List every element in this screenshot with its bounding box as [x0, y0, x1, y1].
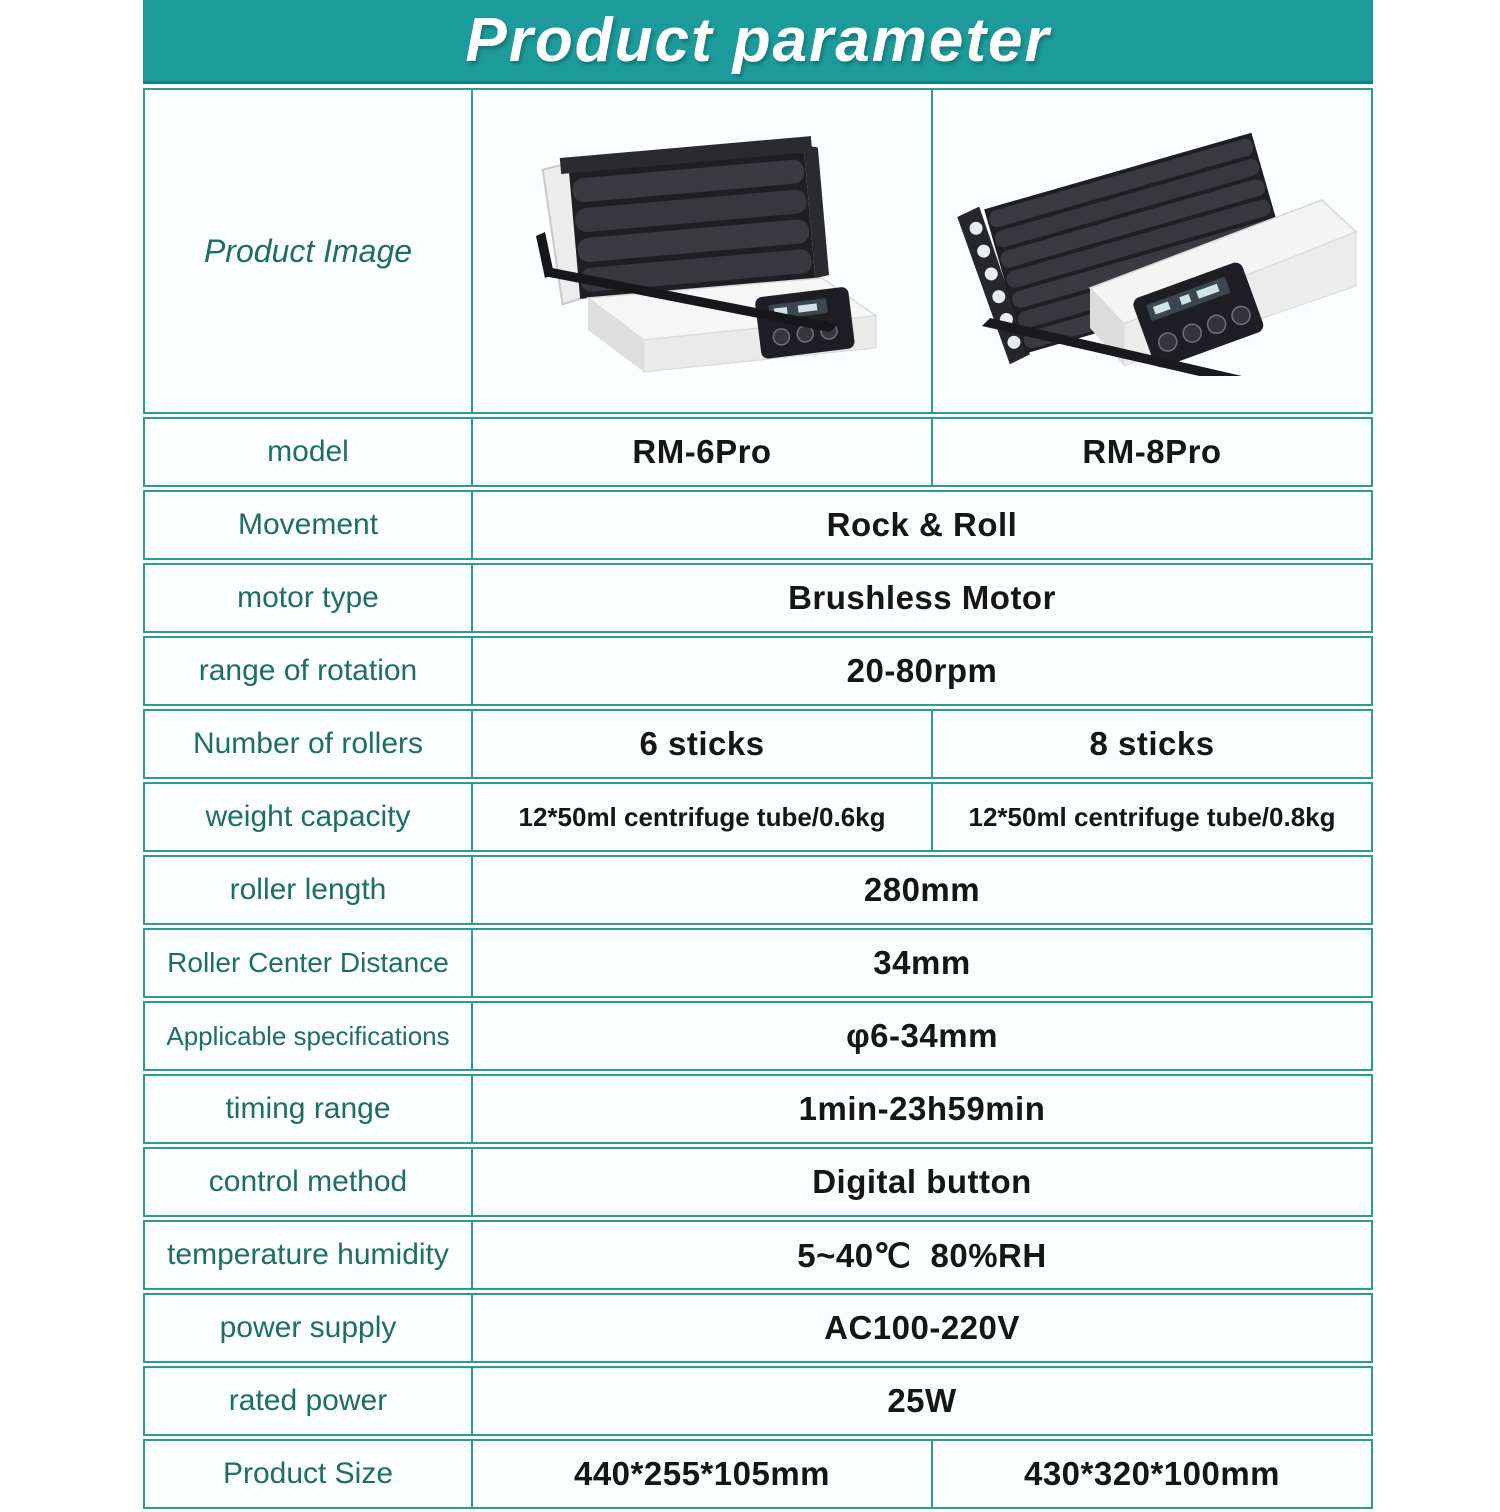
row-label-weight-capacity: weight capacity	[143, 782, 473, 852]
row-label-model: model	[143, 417, 473, 487]
row-label-product-image: Product Image	[143, 88, 473, 414]
table-row-weight-capacity	[143, 782, 1373, 852]
page-title: Product parameter	[465, 6, 1051, 75]
row-label-roller-length: roller length	[143, 855, 473, 925]
table-row-roller-center-distance	[143, 928, 1373, 998]
product-size-left: 440*255*105mm	[473, 1439, 933, 1509]
product-image-cell-rm6pro	[473, 88, 933, 414]
rated-power-value: 25W	[473, 1366, 1373, 1436]
rm-6pro-product-image	[492, 126, 912, 376]
row-label-roller-count: Number of rollers	[143, 709, 473, 779]
power-supply-value: AC100-220V	[473, 1293, 1373, 1363]
table-row-rotation-range	[143, 636, 1373, 706]
movement-value: Rock & Roll	[473, 490, 1373, 560]
row-label-control-method: control method	[143, 1147, 473, 1217]
model-value-right: RM-8Pro	[933, 417, 1373, 487]
table-row-control-method	[143, 1147, 1373, 1217]
table-row-model	[143, 417, 1373, 487]
row-label-roller-center-distance: Roller Center Distance	[143, 928, 473, 998]
control-method-value: Digital button	[473, 1147, 1373, 1217]
table-row-timing-range	[143, 1074, 1373, 1144]
roller-count-right: 8 sticks	[933, 709, 1373, 779]
header-banner	[143, 0, 1373, 84]
table-row-applicable-specifications	[143, 1001, 1373, 1071]
table-row-product-image	[143, 88, 1373, 414]
applicable-specifications-value: φ6-34mm	[473, 1001, 1373, 1071]
table-row-temperature-humidity	[143, 1220, 1373, 1290]
motor-type-value: Brushless Motor	[473, 563, 1373, 633]
table-row-power-supply	[143, 1293, 1373, 1363]
parameter-table	[143, 85, 1373, 1512]
row-label-movement: Movement	[143, 490, 473, 560]
rotation-range-value: 20-80rpm	[473, 636, 1373, 706]
row-label-rated-power: rated power	[143, 1366, 473, 1436]
row-label-product-size: Product Size	[143, 1439, 473, 1509]
roller-length-value: 280mm	[473, 855, 1373, 925]
table-row-motor-type	[143, 563, 1373, 633]
timing-range-value: 1min-23h59min	[473, 1074, 1373, 1144]
model-value-left: RM-6Pro	[473, 417, 933, 487]
row-label-applicable-specifications: Applicable specifications	[143, 1001, 473, 1071]
roller-center-distance-value: 34mm	[473, 928, 1373, 998]
weight-capacity-left: 12*50ml centrifuge tube/0.6kg	[473, 782, 933, 852]
table-row-roller-count	[143, 709, 1373, 779]
weight-capacity-right: 12*50ml centrifuge tube/0.8kg	[933, 782, 1373, 852]
row-label-temperature-humidity: temperature humidity	[143, 1220, 473, 1290]
temperature-humidity-value: 5~40℃ 80%RH	[473, 1220, 1373, 1290]
roller-count-left: 6 sticks	[473, 709, 933, 779]
rm-8pro-product-image	[942, 126, 1362, 376]
row-label-rotation-range: range of rotation	[143, 636, 473, 706]
table-row-movement	[143, 490, 1373, 560]
table-row-rated-power	[143, 1366, 1373, 1436]
table-row-roller-length	[143, 855, 1373, 925]
product-size-right: 430*320*100mm	[933, 1439, 1373, 1509]
row-label-motor-type: motor type	[143, 563, 473, 633]
table-row-product-size	[143, 1439, 1373, 1509]
product-image-cell-rm8pro	[933, 88, 1373, 414]
row-label-power-supply: power supply	[143, 1293, 473, 1363]
row-label-timing-range: timing range	[143, 1074, 473, 1144]
